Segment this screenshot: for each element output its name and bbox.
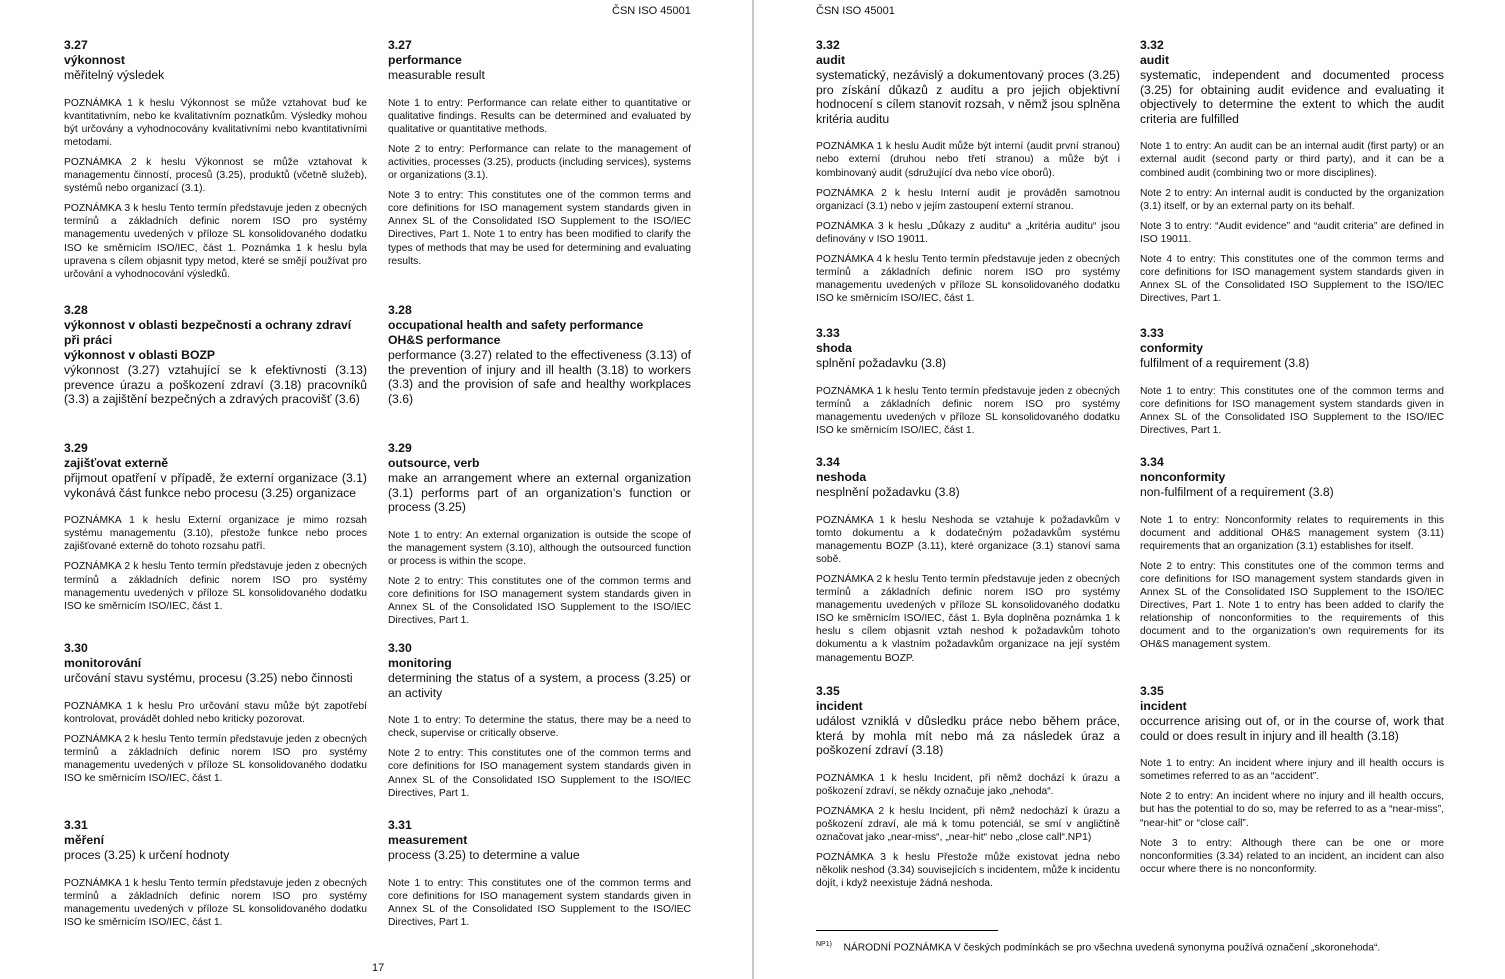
term-name: shoda [816,341,852,355]
term-definition: non-fulfilment of a requirement (3.8) [1140,485,1334,499]
note-to-entry: Note 1 to entry: An audit can be an internal audit (first party) or an external audit (second party or third party), and it can be a combined audit (combining two or more disciplines). [1140,141,1444,179]
page-number: 17 [372,962,385,974]
page-header: ČSN ISO 45001 [612,5,691,17]
term-number: 3.34 [816,455,840,469]
notes-group [388,97,691,268]
note-to-entry: Note 1 to entry: This constitutes one of the common terms and core definitions for ISO management system standards given in Annex SL of the Consolidated ISO Supplement to the ISO/IEC Directives, Part 1. [1140,385,1444,436]
term-name: audit [816,53,846,67]
note-to-entry: POZNÁMKA 3 k heslu Přestože může existovat jedna nebo několik neshod (3.34) souvisejících s incidentem, může k incidentu dojít, i když neexistuje žádná neshoda. [816,852,1120,890]
note-to-entry: POZNÁMKA 2 k heslu Interní audit je prováděn samotnou organizací (3.1) nebo v jejím zastoupení externí stranou. [816,187,1120,212]
term-definition: determining the status of a system, a process (3.25) or an activity [388,671,691,700]
notes-group [816,140,1120,305]
term-definition: performance (3.27) related to the effectiveness (3.13) of the prevention of injury and ill health (3.18) to workers (3.3) and the provision of safe and healthy workplaces (3.6) [388,348,691,406]
note-to-entry: POZNÁMKA 1 k heslu Pro určování stavu může být zapotřebí kontrolovat, provádět dohled nebo kriticky pozorovat. [64,700,367,725]
note-to-entry: POZNÁMKA 4 k heslu Tento termín představuje jeden z obecných termínů a základních definic norem ISO pro systémy managementu uvedených v příloze SL konsolidovaného dodatku ISO ke směrnicím ISO/IEC, část 1. [816,254,1120,305]
term-number: 3.31 [388,818,412,832]
term-entry [816,455,1120,672]
term-entry [816,326,1120,444]
note-to-entry: Note 1 to entry: To determine the status, there may be a need to check, supervise or critically observe. [388,715,691,740]
term-number: 3.28 [388,303,412,317]
term-number: 3.35 [1140,684,1164,698]
page-18 [754,0,1505,979]
term-name: OH&S performance [388,333,501,347]
term-number: 3.30 [64,641,88,655]
term-name: monitoring [388,656,452,670]
term-entry [64,818,367,936]
term-entry [388,641,691,807]
footnote-text: NÁRODNÍ POZNÁMKA V českých podmínkách se pro všechna uvedená synonyma používá označení „skoronehoda“. [843,942,1381,954]
note-to-entry: POZNÁMKA 2 k heslu Tento termín představuje jeden z obecných termínů a základních definic norem ISO pro systémy managementu uvedených v příloze SL konsolidovaného dodatku ISO ke směrnicím ISO/IEC, část 1. Byla doplněna poznámka 1 k heslu s cílem objasnit vztah neshod k požadavkům tohoto dokumentu a k vlastním požadavkům organizace na její systém managementu BOZP. [816,573,1120,664]
note-to-entry: POZNÁMKA 1 k heslu Externí organizace je mimo rozsah systému managementu (3.10), přestože funkce nebo proces zajišťované externě do tohoto rozsahu patří. [64,515,367,553]
term-entry [388,303,691,406]
notes-group [64,700,367,786]
term-definition: měřitelný výsledek [64,68,165,82]
note-to-entry: Note 1 to entry: Performance can relate either to quantitative or qualitative findings. Results can be determined and evaluated by qualitative or quantitative methods. [388,97,691,135]
note-to-entry: Note 3 to entry: Although there can be one or more nonconformities (3.34) related to an incident, an incident can also occur where there is no nonconformity. [1140,837,1444,875]
note-to-entry: Note 2 to entry: An internal audit is conducted by the organization (3.1) itself, or by an external party on its behalf. [1140,187,1444,212]
term-name: měření [64,833,104,847]
term-number: 3.35 [816,684,840,698]
term-number: 3.27 [64,38,88,52]
note-to-entry: POZNÁMKA 2 k heslu Tento termín představuje jeden z obecných termínů a základních definic norem ISO pro systémy managementu uvedených v příloze SL konsolidovaného dodatku ISO ke směrnicím ISO/IEC, část 1. [64,561,367,612]
term-number: 3.33 [1140,326,1164,340]
term-name: výkonnost v oblasti bezpečnosti a ochrany zdraví při práci [64,318,352,347]
note-to-entry: POZNÁMKA 1 k heslu Incident, při němž dochází k úrazu a poškození zdraví, se někdy označuje jako „nehoda“. [816,772,1120,797]
term-definition: measurable result [388,68,485,82]
term-entry [388,818,691,936]
note-to-entry: Note 1 to entry: An incident where injury and ill health occurs is sometimes referred to as an “accident”. [1140,758,1444,783]
term-number: 3.34 [1140,455,1164,469]
note-to-entry: Note 1 to entry: An external organization is outside the scope of the management system (3.10), although the outsourced function or process is within the scope. [388,529,691,567]
term-entry [1140,326,1444,444]
note-to-entry: POZNÁMKA 2 k heslu Tento termín představuje jeden z obecných termínů a základních definic norem ISO pro systémy managementu uvedených v příloze SL konsolidovaného dodatku ISO ke směrnicím ISO/IEC, část 1. [64,733,367,785]
term-name: výkonnost v oblasti BOZP [64,348,216,362]
term-name: incident [1140,699,1187,713]
note-to-entry: POZNÁMKA 2 k heslu Incident, při němž nedochází k úrazu a poškození zdraví, ale má k tomu potenciál, se smí v angličtině označovat jako „near-miss“, „near-hit“ nebo „close call“.NP1) [816,805,1120,844]
term-number: 3.32 [816,38,840,52]
term-definition: systematický, nezávislý a dokumentovaný proces (3.25) pro získání důkazů z auditu a pro jejich objektivní hodnocení s cílem stanovit rozsah, v němž jsou splněna kritéria auditu [816,68,1120,126]
term-definition: událost vzniklá v důsledku práce nebo během práce, která by mohla mít nebo má za následek úraz a poškození zdraví (3.18) [816,714,1120,758]
term-definition: výkonnost (3.27) vztahující se k efektivnosti (3.13) prevence úrazu a poškození zdraví (3.18) pracovníků (3.3) a zajištění bezpečných a zdravých pracovišť (3.6) [64,363,367,407]
note-to-entry: POZNÁMKA 1 k heslu Tento termín představuje jeden z obecných termínů a základních definic norem ISO pro systémy managementu uvedených v příloze SL konsolidovaného dodatku ISO ke směrnicím ISO/IEC, část 1. [64,877,367,928]
notes-group [388,714,691,800]
footnote-mark: NP1) [816,941,832,948]
notes-group [388,877,691,929]
note-to-entry: POZNÁMKA 1 k heslu Neshoda se vztahuje k požadavkům v tomto dokumentu a k dodatečným požadavkům systému managementu BOZP (3.11), které organizace (3.1) stanoví sama sobě. [816,514,1120,565]
term-number: 3.33 [816,326,840,340]
term-definition: occurrence arising out of, or in the course of, work that could or does result in injury and ill health (3.18) [1140,714,1444,743]
note-to-entry: Note 3 to entry: This constitutes one of the common terms and core definitions for ISO management system standards given in Annex SL of the Consolidated ISO Supplement to the ISO/IEC Directives, Part 1. Note 1 to entry has been modified to clarify the types of methods that may be used for determining and evaluating results. [388,190,691,267]
term-name: incident [816,699,863,713]
term-entry [1140,455,1444,659]
note-to-entry: Note 3 to entry: “Audit evidence” and “audit criteria” are defined in ISO 19011. [1140,220,1444,245]
term-definition: process (3.25) to determine a value [388,848,580,862]
term-name: výkonnost [64,53,125,67]
term-definition: fulfilment of a requirement (3.8) [1140,356,1310,370]
note-to-entry: POZNÁMKA 1 k heslu Výkonnost se může vztahovat buď ke kvantitativním, nebo ke kvalitativním poznatkům. Výsledky mohou být určovány a vyhodnocovány kvalitativními nebo kvantitativními metodami. [64,97,367,148]
notes-group [816,385,1120,437]
note-to-entry: Note 2 to entry: An incident where no injury and ill health occurs, but has the potential to do so, may be referred to as a “near-miss”, “near-hit” or “close call”. [1140,791,1444,829]
note-to-entry: Note 4 to entry: This constitutes one of the common terms and core definitions for ISO management system standards given in Annex SL of the Consolidated ISO Supplement to the ISO/IEC Directives, Part 1. [1140,254,1444,305]
term-name: conformity [1140,341,1203,355]
footnote-rule [816,930,998,931]
term-entry [816,38,1120,312]
term-definition: systematic, independent and documented process (3.25) for obtaining audit evidence and evaluating it objectively to determine the extent to which the audit criteria are fulfilled [1140,68,1444,126]
term-entry [64,303,367,407]
note-to-entry: POZNÁMKA 3 k heslu „Důkazy z auditu“ a „kritéria auditu“ jsou definovány v ISO 19011. [816,220,1120,245]
term-name: outsource, verb [388,456,480,470]
notes-group [1140,757,1444,876]
term-name: audit [1140,53,1170,67]
term-number: 3.31 [64,818,88,832]
footnote [816,941,1456,953]
term-entry [1140,38,1444,312]
notes-group [64,514,367,613]
notes-group [64,877,367,929]
notes-group [1140,140,1444,305]
term-number: 3.32 [1140,38,1164,52]
term-name: nonconformity [1140,470,1226,484]
notes-group [816,772,1120,891]
term-definition: nesplnění požadavku (3.8) [816,485,960,499]
term-name: performance [388,53,462,67]
term-number: 3.30 [388,641,412,655]
note-to-entry: POZNÁMKA 3 k heslu Tento termín představuje jeden z obecných termínů a základních definic norem ISO pro systémy managementu uvedených v příloze SL konsolidovaného dodatku ISO ke směrnicím ISO/IEC, část 1. Poznámka 1 k heslu byla upravena s cílem objasnit typy metod, které se smějí používat pro určování a vyhodnocování výsledků. [64,203,367,280]
term-name: monitorování [64,656,142,670]
term-name: measurement [388,833,468,847]
term-number: 3.27 [388,38,412,52]
note-to-entry: POZNÁMKA 2 k heslu Výkonnost se může vztahovat k managementu činností, procesů (3.25), produktů (včetně služeb), systémů nebo organizací (3.1). [64,156,367,195]
note-to-entry: Note 1 to entry: This constitutes one of the common terms and core definitions for ISO management system standards given in Annex SL of the Consolidated ISO Supplement to the ISO/IEC Directives, Part 1. [388,877,691,928]
term-number: 3.29 [64,441,88,455]
page-17 [0,0,752,979]
term-definition: přijmout opatření v případě, že externí organizace (3.1) vykonává část funkce nebo procesu (3.25) organizace [64,471,367,500]
term-number: 3.29 [388,441,412,455]
term-entry [388,38,691,275]
notes-group [1140,385,1444,437]
term-name: neshoda [816,470,867,484]
note-to-entry: Note 2 to entry: Performance can relate to the management of activities, processes (3.25), products (including services), systems or organizations (3.1). [388,143,691,182]
page-header: ČSN ISO 45001 [816,5,895,17]
term-number: 3.28 [64,303,88,317]
term-entry [388,441,691,634]
term-entry [64,38,367,288]
term-entry [816,684,1120,898]
notes-group [816,514,1120,665]
note-to-entry: Note 2 to entry: This constitutes one of the common terms and core definitions for ISO management system standards given in Annex SL of the Consolidated ISO Supplement to the ISO/IEC Directives, Part 1. Note 1 to entry has been added to clarify the relationship of nonconformities to the requirements of this document and to the organization’s own requirements for its OH&S management system. [1140,560,1444,651]
term-entry [64,441,367,620]
term-name: occupational health and safety performance [388,318,644,332]
term-entry [1140,684,1444,883]
notes-group [1140,514,1444,652]
term-definition: make an arrangement where an external organization (3.1) performs part of an organization’s function or process (3.25) [388,471,691,515]
note-to-entry: Note 1 to entry: Nonconformity relates to requirements in this document and additional OH&S management system (3.11) requirements that an organization (3.1) establishes for itself. [1140,514,1444,552]
notes-group [64,97,367,281]
note-to-entry: POZNÁMKA 1 k heslu Audit může být interní (audit první stranou) nebo externí (druhou nebo třetí stranou) a může být i kombinovaný audit (sdružující dva nebo více oborů). [816,141,1120,179]
note-to-entry: Note 2 to entry: This constitutes one of the common terms and core definitions for ISO management system standards given in Annex SL of the Consolidated ISO Supplement to the ISO/IEC Directives, Part 1. [388,748,691,799]
term-name: zajišťovat externě [64,456,169,470]
notes-group [388,529,691,628]
term-definition: určování stavu systému, procesu (3.25) nebo činnosti [64,671,353,685]
term-definition: proces (3.25) k určení hodnoty [64,848,230,862]
note-to-entry: POZNÁMKA 1 k heslu Tento termín představuje jeden z obecných termínů a základních definic norem ISO pro systémy managementu uvedených v příloze SL konsolidovaného dodatku ISO ke směrnicím ISO/IEC, část 1. [816,385,1120,436]
term-definition: splnění požadavku (3.8) [816,356,947,370]
note-to-entry: Note 2 to entry: This constitutes one of the common terms and core definitions for ISO management system standards given in Annex SL of the Consolidated ISO Supplement to the ISO/IEC Directives, Part 1. [388,576,691,627]
term-entry [64,641,367,792]
